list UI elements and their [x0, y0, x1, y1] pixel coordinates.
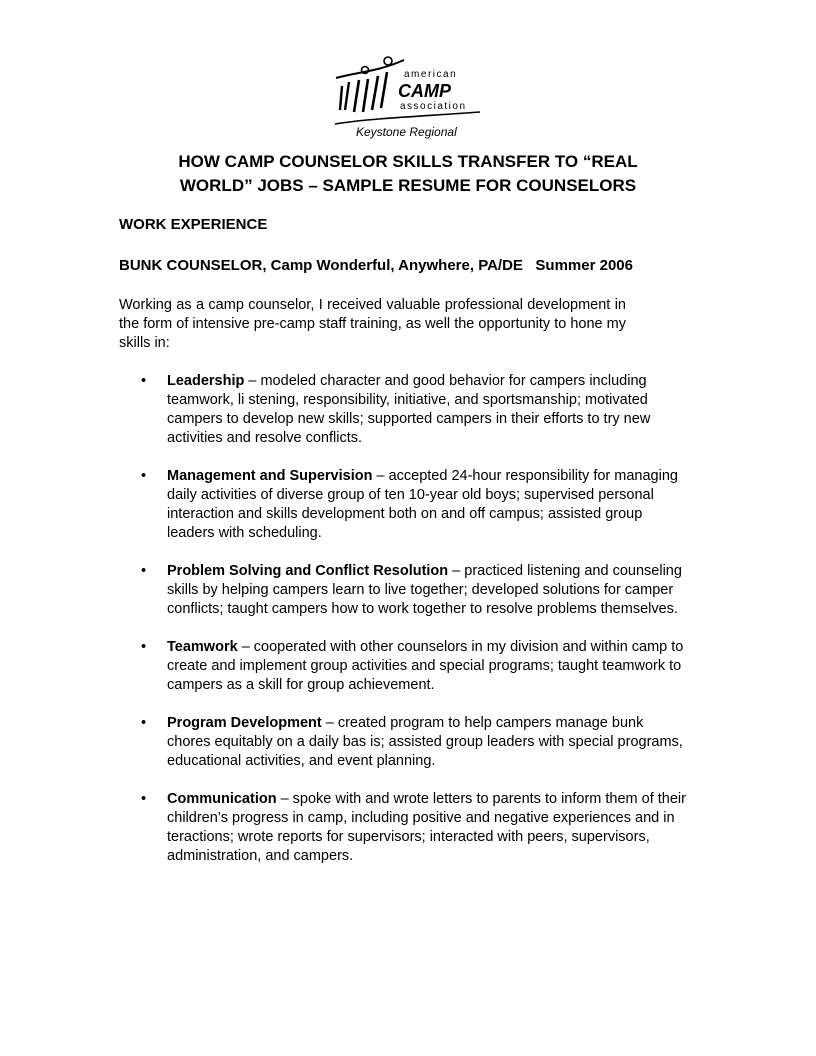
skill-description: – spoke with and wrote letters to parents to inform them of their children’s progress in camp, including positive and negative experiences and in teractions; wrote reports for supervisors; interacted with peers, supervisors, administration, and campers. — [167, 791, 686, 864]
intro-paragraph: Working as a camp counselor, I received valuable professional development in the form of intensive pre-camp staff training, as well the opportunity to hone my skills in: — [119, 297, 626, 351]
skill-term: Leadership — [167, 373, 245, 389]
bullet-icon: • — [141, 373, 147, 389]
skill-term: Communication — [167, 791, 277, 807]
skill-description: – modeled character and good behavior for campers including teamwork, li stening, responsibility, initiative, and sportsmanship; motivated campers to develop new skills; supported campers in their efforts to try new activities and resolve conflicts. — [167, 373, 651, 446]
skill-description: – accepted 24-hour responsibility for managing daily activities of diverse group of ten 10-year old boys; supervised personal interaction and skills development both on and off campus; assisted group leaders with scheduling. — [167, 468, 678, 541]
section-heading-work-experience: WORK EXPERIENCE — [119, 216, 268, 233]
bullet-icon: • — [141, 791, 147, 807]
skill-item-problem-solving — [119, 562, 689, 619]
document-title — [120, 150, 696, 198]
skill-item-management — [119, 467, 689, 543]
skill-item-teamwork — [119, 638, 689, 695]
skill-term: Teamwork — [167, 639, 238, 655]
title-line-1: HOW CAMP COUNSELOR SKILLS TRANSFER TO “REAL — [178, 152, 638, 171]
logo-text-camp: CAMP — [398, 81, 451, 101]
skill-description: – practiced listening and counseling skills by helping campers learn to live together; developed solutions for camper conflicts; taught campers how to work together to resolve problems themselves. — [167, 563, 682, 617]
acakr-logo — [332, 52, 482, 140]
bullet-icon: • — [141, 639, 147, 655]
bullet-icon: • — [141, 563, 147, 579]
skill-term: Management and Supervision — [167, 468, 373, 484]
bullet-icon: • — [141, 468, 147, 484]
logo-text-american: american — [404, 69, 458, 80]
camp-figures-logo-graphic — [332, 52, 482, 140]
skill-description: – created program to help campers manage bunk chores equitably on a daily bas is; assisted group leaders with special programs, educational activities, and event planning. — [167, 715, 683, 769]
job-title-line: BUNK COUNSELOR, Camp Wonderful, Anywhere, PA/DE Summer 2006 — [119, 257, 633, 274]
logo-text-association: association — [400, 101, 467, 112]
skill-term: Problem Solving and Conflict Resolution — [167, 563, 449, 579]
skill-item-communication — [119, 790, 689, 866]
bullet-icon: • — [141, 715, 147, 731]
skill-term: Program Development — [167, 715, 322, 731]
skill-item-leadership — [119, 372, 689, 448]
skills-list — [119, 372, 689, 885]
logo-text-region: Keystone Regional — [356, 125, 457, 139]
title-line-2: WORLD” JOBS – SAMPLE RESUME FOR COUNSELORS — [179, 176, 637, 195]
skill-item-program-development — [119, 714, 689, 771]
skill-description: – cooperated with other counselors in my division and within camp to create and implement group activities and special programs; taught teamwork to campers as a skill for group achievement. — [167, 639, 684, 693]
